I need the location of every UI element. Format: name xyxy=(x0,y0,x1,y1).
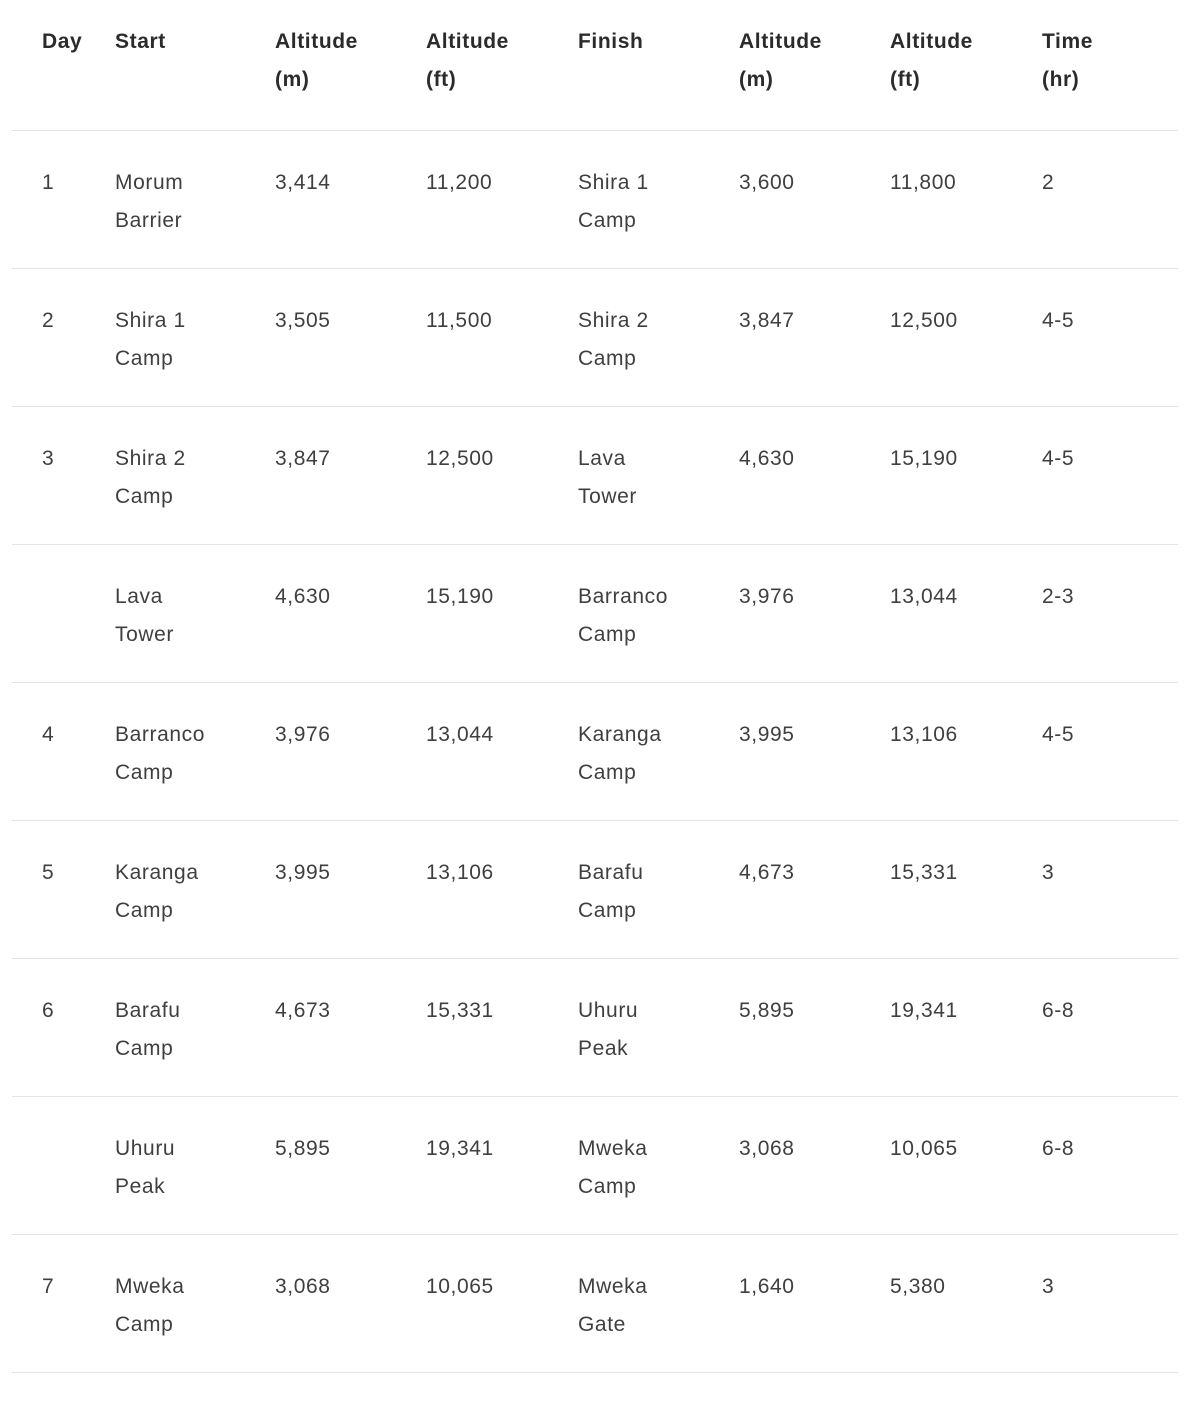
cell-start-altitude-ft xyxy=(426,1234,578,1372)
start-line1: Morum xyxy=(115,170,184,194)
start-line2: Barrier xyxy=(115,208,183,232)
itinerary-table-container xyxy=(12,0,1178,1373)
day-value: 7 xyxy=(42,1274,55,1298)
cell-time xyxy=(1042,1096,1178,1234)
header-day xyxy=(12,0,115,130)
start-altitude-m-value: 3,068 xyxy=(275,1274,331,1298)
finish-line2: Tower xyxy=(578,484,638,508)
start-altitude-m-value: 5,895 xyxy=(275,1136,331,1160)
cell-finish xyxy=(578,820,739,958)
cell-start-altitude-ft xyxy=(426,682,578,820)
cell-start xyxy=(115,958,275,1096)
header-start-altitude-m-line1: Altitude xyxy=(275,30,358,53)
finish-line1: Mweka xyxy=(578,1274,648,1298)
cell-finish-altitude-ft xyxy=(890,682,1042,820)
header-finish xyxy=(578,0,739,130)
start-altitude-ft-value: 11,500 xyxy=(426,308,493,332)
time-value: 4-5 xyxy=(1042,308,1075,332)
cell-start-altitude-m xyxy=(275,682,426,820)
start-line2: Camp xyxy=(115,1036,174,1060)
start-line2: Camp xyxy=(115,760,174,784)
header-day-label: Day xyxy=(42,30,83,53)
finish-altitude-ft-value: 11,800 xyxy=(890,170,957,194)
cell-finish-altitude-m xyxy=(739,1234,890,1372)
finish-line2: Peak xyxy=(578,1036,629,1060)
cell-start-altitude-m xyxy=(275,958,426,1096)
cell-time xyxy=(1042,268,1178,406)
start-line2: Camp xyxy=(115,484,174,508)
start-line2: Camp xyxy=(115,898,174,922)
table-row xyxy=(12,130,1178,268)
finish-altitude-ft-value: 15,190 xyxy=(890,446,958,470)
finish-altitude-m-value: 5,895 xyxy=(739,998,795,1022)
cell-finish-altitude-m xyxy=(739,130,890,268)
table-row xyxy=(12,820,1178,958)
header-finish-altitude-ft-line1: Altitude xyxy=(890,30,973,53)
time-value: 2 xyxy=(1042,170,1055,194)
cell-finish-altitude-ft xyxy=(890,958,1042,1096)
cell-time xyxy=(1042,682,1178,820)
finish-line1: Shira 2 xyxy=(578,308,649,332)
cell-start-altitude-m xyxy=(275,1234,426,1372)
cell-finish-altitude-m xyxy=(739,820,890,958)
cell-finish-altitude-m xyxy=(739,682,890,820)
cell-finish xyxy=(578,130,739,268)
start-altitude-ft-value: 13,044 xyxy=(426,722,494,746)
cell-day xyxy=(12,406,115,544)
header-finish-altitude-ft-line2: (ft) xyxy=(890,68,921,91)
cell-day xyxy=(12,544,115,682)
finish-line2: Camp xyxy=(578,208,637,232)
table-header xyxy=(12,0,1178,130)
table-row xyxy=(12,544,1178,682)
cell-day xyxy=(12,1234,115,1372)
start-altitude-m-value: 3,995 xyxy=(275,860,331,884)
cell-day xyxy=(12,130,115,268)
header-finish-altitude-m-line2: (m) xyxy=(739,68,774,91)
header-time-line1: Time xyxy=(1042,30,1094,53)
cell-finish-altitude-ft xyxy=(890,406,1042,544)
cell-start xyxy=(115,130,275,268)
cell-start-altitude-m xyxy=(275,268,426,406)
cell-time xyxy=(1042,958,1178,1096)
finish-altitude-m-value: 4,630 xyxy=(739,446,795,470)
header-start-label: Start xyxy=(115,30,166,53)
finish-altitude-ft-value: 5,380 xyxy=(890,1274,946,1298)
cell-finish xyxy=(578,1234,739,1372)
finish-altitude-ft-value: 10,065 xyxy=(890,1136,958,1160)
start-line1: Shira 1 xyxy=(115,308,186,332)
day-value: 1 xyxy=(42,170,55,194)
day-value: 4 xyxy=(42,722,55,746)
start-altitude-m-value: 4,630 xyxy=(275,584,331,608)
cell-start xyxy=(115,682,275,820)
start-line1: Uhuru xyxy=(115,1136,176,1160)
day-value: 6 xyxy=(42,998,55,1022)
finish-altitude-ft-value: 13,044 xyxy=(890,584,958,608)
finish-line1: Shira 1 xyxy=(578,170,649,194)
cell-start-altitude-m xyxy=(275,820,426,958)
header-start-altitude-ft-line1: Altitude xyxy=(426,30,509,53)
header-start-altitude-ft xyxy=(426,0,578,130)
cell-finish xyxy=(578,406,739,544)
cell-start xyxy=(115,820,275,958)
header-finish-altitude-ft xyxy=(890,0,1042,130)
cell-finish-altitude-m xyxy=(739,406,890,544)
cell-finish-altitude-m xyxy=(739,958,890,1096)
cell-finish-altitude-ft xyxy=(890,130,1042,268)
cell-finish-altitude-ft xyxy=(890,1234,1042,1372)
finish-altitude-m-value: 3,976 xyxy=(739,584,795,608)
finish-altitude-m-value: 3,995 xyxy=(739,722,795,746)
finish-line2: Gate xyxy=(578,1312,626,1336)
time-value: 6-8 xyxy=(1042,1136,1075,1160)
cell-finish xyxy=(578,268,739,406)
start-line2: Peak xyxy=(115,1174,166,1198)
cell-start-altitude-ft xyxy=(426,1096,578,1234)
finish-altitude-m-value: 3,068 xyxy=(739,1136,795,1160)
cell-start-altitude-m xyxy=(275,544,426,682)
start-line1: Lava xyxy=(115,584,163,608)
header-start-altitude-m-line2: (m) xyxy=(275,68,310,91)
finish-altitude-m-value: 1,640 xyxy=(739,1274,795,1298)
table-row xyxy=(12,1234,1178,1372)
cell-start xyxy=(115,544,275,682)
cell-time xyxy=(1042,130,1178,268)
time-value: 3 xyxy=(1042,860,1055,884)
cell-day xyxy=(12,1096,115,1234)
cell-start xyxy=(115,406,275,544)
finish-line2: Camp xyxy=(578,760,637,784)
table-row xyxy=(12,1096,1178,1234)
start-altitude-ft-value: 11,200 xyxy=(426,170,493,194)
start-altitude-ft-value: 15,331 xyxy=(426,998,494,1022)
cell-start-altitude-ft xyxy=(426,268,578,406)
start-altitude-ft-value: 10,065 xyxy=(426,1274,494,1298)
day-value: 3 xyxy=(42,446,55,470)
time-value: 4-5 xyxy=(1042,446,1075,470)
cell-finish xyxy=(578,682,739,820)
cell-finish xyxy=(578,958,739,1096)
start-altitude-m-value: 3,505 xyxy=(275,308,331,332)
start-line1: Shira 2 xyxy=(115,446,186,470)
table-body xyxy=(12,130,1178,1372)
header-start xyxy=(115,0,275,130)
table-row xyxy=(12,268,1178,406)
finish-line2: Camp xyxy=(578,346,637,370)
finish-altitude-m-value: 3,600 xyxy=(739,170,795,194)
cell-day xyxy=(12,820,115,958)
cell-start xyxy=(115,1096,275,1234)
start-altitude-m-value: 3,976 xyxy=(275,722,331,746)
cell-time xyxy=(1042,544,1178,682)
finish-altitude-ft-value: 13,106 xyxy=(890,722,958,746)
finish-line1: Lava xyxy=(578,446,626,470)
cell-finish-altitude-m xyxy=(739,268,890,406)
start-line2: Camp xyxy=(115,346,174,370)
cell-finish-altitude-ft xyxy=(890,268,1042,406)
cell-start-altitude-ft xyxy=(426,130,578,268)
start-line2: Tower xyxy=(115,622,175,646)
finish-altitude-m-value: 4,673 xyxy=(739,860,795,884)
cell-day xyxy=(12,958,115,1096)
cell-time xyxy=(1042,406,1178,544)
cell-day xyxy=(12,268,115,406)
cell-finish xyxy=(578,1096,739,1234)
start-altitude-ft-value: 12,500 xyxy=(426,446,494,470)
header-time-line2: (hr) xyxy=(1042,68,1080,91)
finish-line1: Mweka xyxy=(578,1136,648,1160)
cell-finish-altitude-ft xyxy=(890,820,1042,958)
finish-line2: Camp xyxy=(578,622,637,646)
day-value: 2 xyxy=(42,308,55,332)
start-altitude-m-value: 3,414 xyxy=(275,170,331,194)
cell-finish xyxy=(578,544,739,682)
start-line1: Barafu xyxy=(115,998,181,1022)
finish-altitude-ft-value: 12,500 xyxy=(890,308,958,332)
header-start-altitude-m xyxy=(275,0,426,130)
cell-finish-altitude-m xyxy=(739,1096,890,1234)
table-row xyxy=(12,406,1178,544)
start-altitude-m-value: 4,673 xyxy=(275,998,331,1022)
header-start-altitude-ft-line2: (ft) xyxy=(426,68,457,91)
cell-start xyxy=(115,1234,275,1372)
header-time xyxy=(1042,0,1178,130)
cell-start-altitude-ft xyxy=(426,820,578,958)
finish-line2: Camp xyxy=(578,1174,637,1198)
cell-day xyxy=(12,682,115,820)
cell-finish-altitude-ft xyxy=(890,1096,1042,1234)
finish-altitude-ft-value: 15,331 xyxy=(890,860,958,884)
cell-start-altitude-ft xyxy=(426,958,578,1096)
itinerary-table xyxy=(12,0,1178,1373)
finish-line1: Barranco xyxy=(578,584,669,608)
cell-start-altitude-m xyxy=(275,406,426,544)
cell-time xyxy=(1042,1234,1178,1372)
cell-finish-altitude-ft xyxy=(890,544,1042,682)
cell-start-altitude-m xyxy=(275,1096,426,1234)
start-altitude-ft-value: 15,190 xyxy=(426,584,494,608)
time-value: 6-8 xyxy=(1042,998,1075,1022)
cell-start-altitude-ft xyxy=(426,406,578,544)
cell-time xyxy=(1042,820,1178,958)
day-value: 5 xyxy=(42,860,55,884)
header-finish-label: Finish xyxy=(578,30,644,53)
table-row xyxy=(12,682,1178,820)
start-line2: Camp xyxy=(115,1312,174,1336)
cell-start-altitude-ft xyxy=(426,544,578,682)
finish-line1: Uhuru xyxy=(578,998,639,1022)
start-line1: Karanga xyxy=(115,860,199,884)
cell-start xyxy=(115,268,275,406)
finish-altitude-m-value: 3,847 xyxy=(739,308,795,332)
finish-line1: Karanga xyxy=(578,722,662,746)
time-value: 2-3 xyxy=(1042,584,1075,608)
finish-line2: Camp xyxy=(578,898,637,922)
finish-altitude-ft-value: 19,341 xyxy=(890,998,958,1022)
time-value: 3 xyxy=(1042,1274,1055,1298)
finish-line1: Barafu xyxy=(578,860,644,884)
cell-start-altitude-m xyxy=(275,130,426,268)
start-line1: Barranco xyxy=(115,722,206,746)
start-altitude-ft-value: 19,341 xyxy=(426,1136,494,1160)
start-line1: Mweka xyxy=(115,1274,185,1298)
header-row xyxy=(12,0,1178,130)
cell-finish-altitude-m xyxy=(739,544,890,682)
start-altitude-m-value: 3,847 xyxy=(275,446,331,470)
start-altitude-ft-value: 13,106 xyxy=(426,860,494,884)
header-finish-altitude-m xyxy=(739,0,890,130)
table-row xyxy=(12,958,1178,1096)
header-finish-altitude-m-line1: Altitude xyxy=(739,30,822,53)
time-value: 4-5 xyxy=(1042,722,1075,746)
